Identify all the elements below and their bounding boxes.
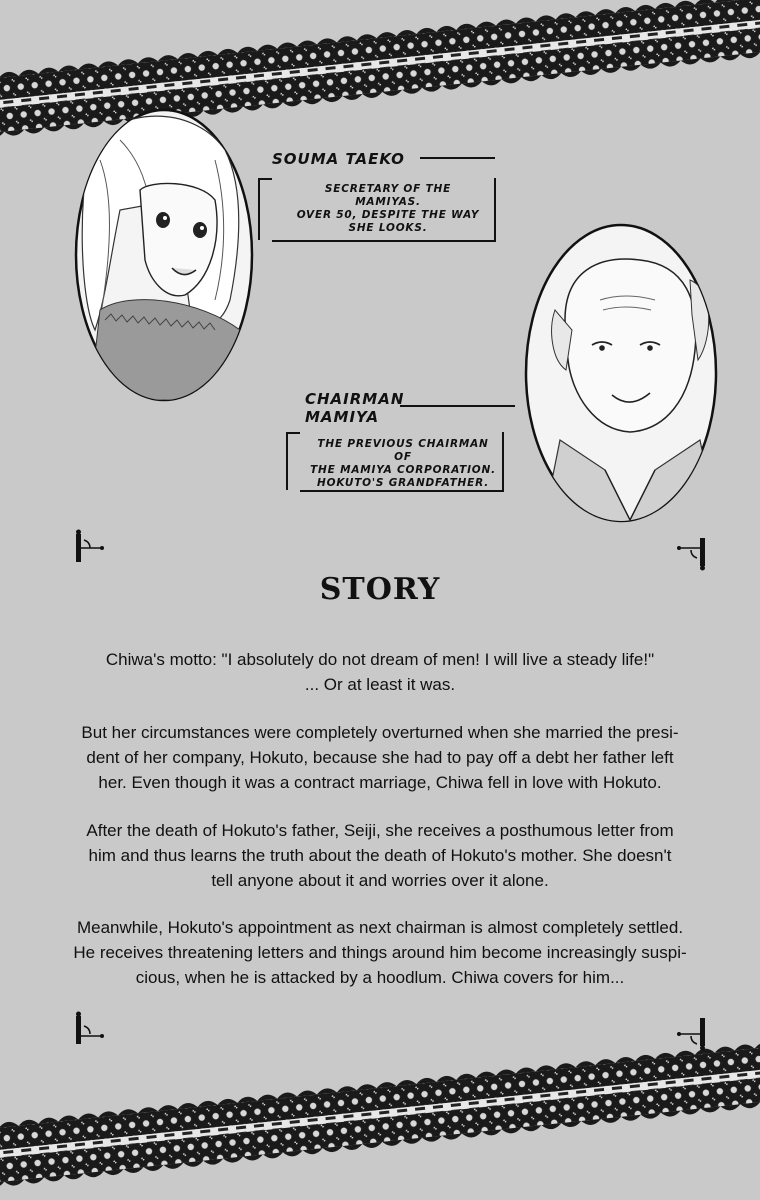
corner-ornament-top-left (72, 528, 112, 568)
desc-line: THE PREVIOUS CHAIRMAN OF (317, 438, 489, 463)
story-paragraph-1 (60, 647, 700, 697)
story-line: cious, when he is attacked by a hoodlum. Chiwa covers for him... (135, 968, 625, 987)
story-line: After the death of Hokuto's father, Seiji, she receives a posthumous letter from (86, 821, 674, 840)
desc-line: HOKUTO'S GRANDFATHER. (317, 477, 489, 489)
story-paragraph-4 (60, 915, 700, 990)
story-paragraph-3 (60, 818, 700, 893)
top-lace-border (0, 0, 760, 140)
story-line: dent of her company, Hokuto, because she had to pay off a debt her father left (86, 748, 674, 767)
story-title: STORY (319, 572, 441, 607)
leader-line-2 (400, 400, 520, 412)
story-line: Meanwhile, Hokuto's appointment as next chairman is almost completely settled. (76, 918, 684, 937)
desc-line: OVER 50, DESPITE THE WAY (296, 209, 480, 221)
story-line: He receives threatening letters and things around him become increasingly suspi- (73, 943, 687, 962)
character-name-souma-taeko: SOUMA TAEKO (272, 150, 405, 168)
desc-line: SECRETARY OF THE MAMIYAS. (324, 183, 452, 208)
character-name-chairman-mamiya (305, 390, 404, 426)
desc-line: THE MAMIYA CORPORATION. (310, 464, 496, 476)
character-desc-chairman-mamiya (308, 438, 498, 490)
corner-ornament-bottom-right (670, 1012, 710, 1052)
story-line: tell anyone about it and worries over it alone. (211, 871, 549, 890)
name-line: MAMIYA (305, 408, 380, 426)
desc-line: SHE LOOKS. (348, 222, 428, 234)
story-line: Chiwa's motto: "I absolutely do not dream of men! I will live a steady life!" (105, 650, 655, 669)
story-paragraph-2 (60, 720, 700, 795)
corner-ornament-top-right (670, 532, 710, 572)
name-line: CHAIRMAN (305, 390, 405, 408)
story-line: him and thus learns the truth about the death of Hokuto's mother. She doesn't (88, 846, 672, 865)
story-line: But her circumstances were completely overturned when she married the presi- (81, 723, 679, 742)
character-desc-souma-taeko (290, 183, 486, 235)
story-line: ... Or at least it was. (304, 675, 456, 694)
corner-ornament-bottom-left (72, 1010, 112, 1050)
leader-line-1 (420, 150, 500, 162)
story-line: her. Even though it was a contract marriage, Chiwa fell in love with Hokuto. (98, 773, 662, 792)
